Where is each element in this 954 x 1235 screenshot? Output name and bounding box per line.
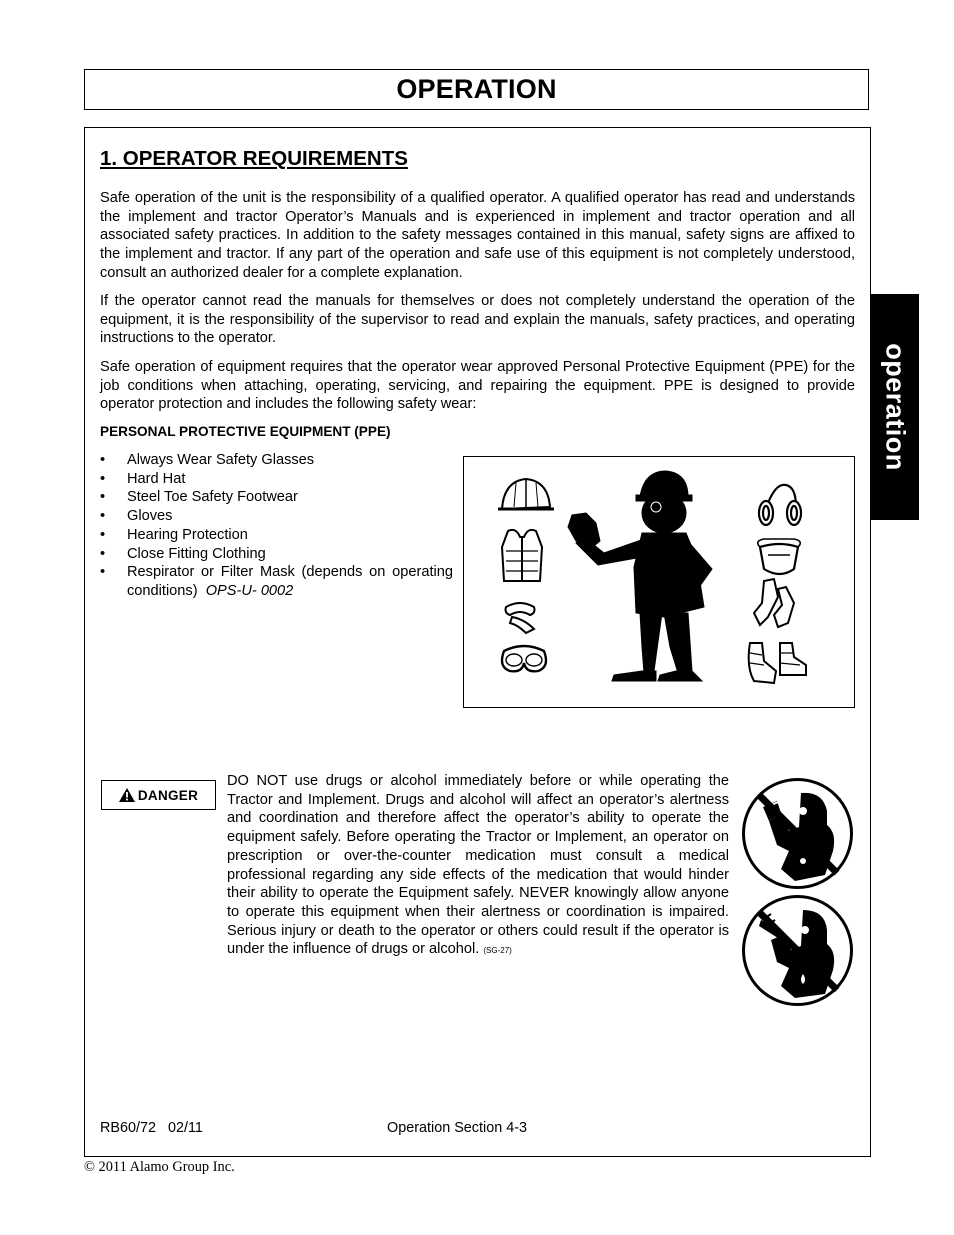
list-item: • Hard Hat: [100, 470, 186, 487]
ppe-reference-code: OPS-U- 0002: [205, 582, 294, 599]
paragraph-ppe-intro: Safe operation of equipment requires that the operator wear approved Personal Protective Equipment (PPE) for the job conditions when attaching, operating, servicing, and repairing the equipment. PPE is designed to provide operator protection and includes the following safety wear:: [100, 359, 855, 413]
page-header-box: [84, 69, 869, 110]
safety-vest-icon: [502, 530, 542, 581]
footer-page-label: Operation Section 4-3: [387, 1120, 527, 1136]
no-drugs-prohibition-icon: [741, 894, 854, 1007]
respirator-mask-icon: [758, 539, 801, 574]
worker-figure-icon: [568, 471, 712, 681]
side-tab-label: operation: [880, 343, 910, 471]
ppe-list: [100, 451, 453, 601]
bullet: •: [100, 564, 106, 581]
work-gloves-icon: [754, 579, 794, 627]
page-header-title: OPERATION: [396, 74, 557, 104]
footer-model-date: RB60/72 02/11: [100, 1120, 203, 1136]
warning-triangle-icon: [119, 788, 135, 802]
hard-hat-icon: [498, 479, 554, 509]
safety-goggles-icon: [502, 646, 546, 671]
ear-muffs-icon: [759, 485, 801, 525]
bullet: •: [100, 452, 106, 468]
copyright-notice: © 2011 Alamo Group Inc.: [84, 1159, 235, 1175]
bullet: •: [100, 470, 106, 487]
list-item: • Hearing Protection: [100, 526, 248, 543]
list-item: • Gloves: [100, 508, 173, 525]
bullet: •: [100, 545, 106, 562]
list-item: • Steel Toe Safety Footwear: [100, 489, 298, 506]
list-item: • Always Wear Safety Glasses: [100, 452, 315, 468]
bullet: •: [100, 489, 106, 506]
ear-plugs-icon: [506, 603, 535, 633]
ppe-illustration: [463, 456, 855, 708]
safety-boots-icon: [749, 643, 806, 683]
bullet: •: [100, 526, 106, 543]
paragraph-qualified-operator: Safe operation of the unit is the responsibility of a qualified operator. A qualified operator has read and understands the implement and tractor Operator’s Manuals and is experienced in implement and tractor operation and all associated safety practices. In addition to the safety messages contained in this manual, safety signs are affixed to the implement and tractor. If any part of the operation and safe use of this equipment is not completely understood, consult an authorized dealer for a complete explanation.: [100, 190, 855, 281]
paragraph-supervisor: If the operator cannot read the manuals for themselves or does not completely understand the operation of the equipment, it is the responsibility of the supervisor to read and explain the manuals, safety practices, and operating instructions to the operator.: [100, 293, 855, 347]
ppe-heading: PERSONAL PROTECTIVE EQUIPMENT (PPE): [100, 424, 391, 439]
bullet: •: [100, 508, 106, 525]
list-item: • Respirator or Filter Mask (depends on operating conditions) OPS-U- 0002: [100, 564, 453, 599]
section-side-tab: [870, 294, 919, 520]
list-item: • Close Fitting Clothing: [100, 545, 266, 562]
danger-message: DO NOT use drugs or alcohol immediately before or while operating the Tractor and Implement. Drugs and alcohol will affect an operator’s alertness and coordination and therefore affect the operator’s ability to operate the equipment safely. Before operating the Tractor or Implement, an operator on prescription or over-the-counter medication must consult a medical professional regarding any side effects of the medication that would hinder their ability to operate the Equipment safely. NEVER knowingly allow anyone to operate this equipment when their alertness or coordination is impaired. Serious injury or death to the operator or others could result if the operator is under the influence of drugs or alcohol. (SG-27): [227, 773, 729, 958]
danger-badge: [101, 780, 216, 810]
ppe-illustration-svg: [464, 457, 854, 707]
danger-label: DANGER: [137, 787, 199, 803]
no-alcohol-prohibition-icon: [741, 777, 854, 890]
section-heading: 1. OPERATOR REQUIREMENTS: [100, 147, 408, 170]
danger-reference-code: (SG-27): [483, 946, 512, 956]
